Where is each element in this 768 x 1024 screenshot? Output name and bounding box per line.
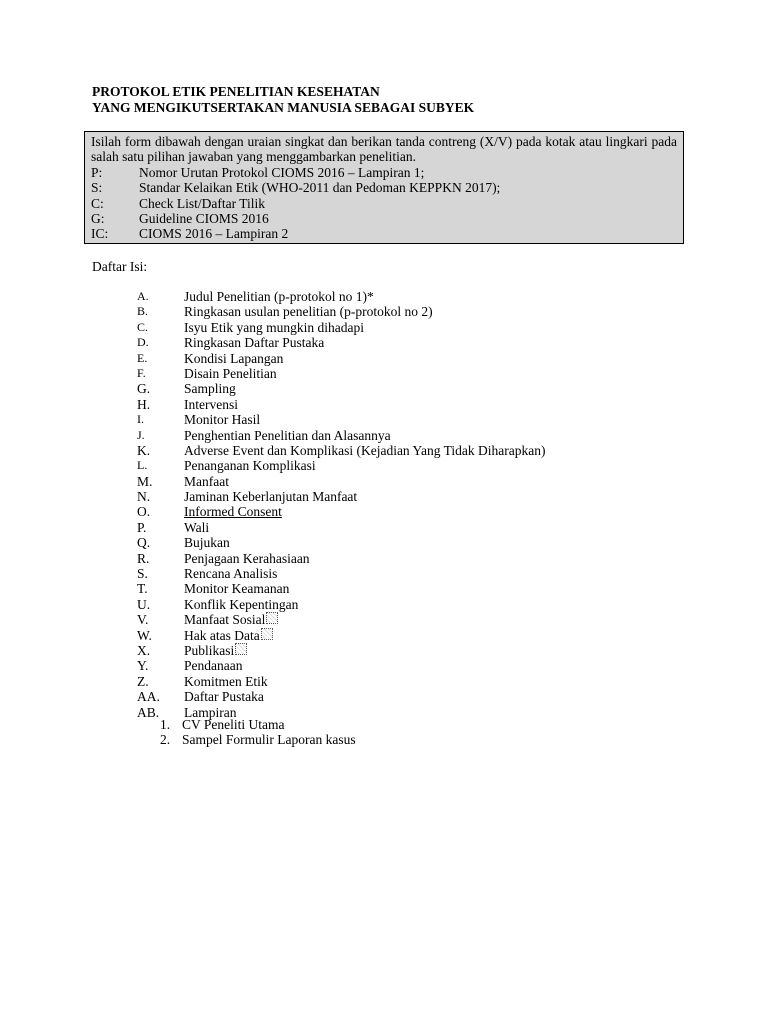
title-line-1: PROTOKOL ETIK PENELITIAN KESEHATAN [92,84,380,99]
toc-letter: S. [137,566,148,582]
toc-item [137,351,545,366]
toc-item [137,428,545,443]
toc-text: Rencana Analisis [184,566,278,582]
toc-text: Kondisi Lapangan [184,350,284,366]
legend-row [91,196,677,211]
legend-code: G: [91,211,105,227]
legend-code: S: [91,180,103,196]
toc-item [137,289,545,304]
toc-text: Sampling [184,381,236,397]
title-line-2: YANG MENGIKUTSERTAKAN MANUSIA SEBAGAI SUBYEK [92,100,475,115]
toc-item [137,474,545,489]
toc-item [137,628,545,643]
toc-letter: A. [137,289,149,303]
toc-letter: K. [137,442,151,458]
legend-row [91,226,677,241]
toc-letter: Q. [137,535,151,551]
legend-code: IC: [91,226,109,242]
toc-letter: AB. [137,704,160,720]
toc-text: Manfaat Sosial [184,612,266,628]
legend-row [91,165,677,180]
toc-item [137,520,545,535]
toc-text: Daftar Pustaka [184,689,264,705]
legend-text: Check List/Daftar Tilik [139,195,265,211]
toc-text: Komitmen Etik [184,673,268,689]
toc-letter: H. [137,396,151,412]
toc-letter: N. [137,489,151,505]
toc-letter: W. [137,627,152,643]
legend-code: C: [91,195,104,211]
toc-text: Hak atas Data [184,627,260,643]
toc-text: Pendanaan [184,658,243,674]
toc-text: Lampiran [184,704,237,720]
toc-letter: T. [137,581,148,597]
toc-item [137,674,545,689]
toc-text: Informed Consent [184,504,282,520]
toc-letter: P. [137,519,147,535]
toc-letter: V. [137,612,149,628]
toc-item [137,658,545,673]
toc-letter: G. [137,381,151,397]
toc-letter: AA. [137,689,160,705]
toc-text: Isyu Etik yang mungkin dihadapi [184,319,364,335]
toc-text: Intervensi [184,396,238,412]
toc-item [137,597,545,612]
toc-item [137,320,545,335]
legend-text: Nomor Urutan Protokol CIOMS 2016 – Lampiran 1; [139,164,425,180]
toc-letter: C. [137,319,149,334]
toc-item [137,304,545,319]
toc-text: Penanganan Komplikasi [184,458,316,474]
instruction-text: Isilah form dibawah dengan uraian singkat dan berikan tanda contreng (X/V) pada kotak atau lingkari pada salah satu pilihan jawaban yang menggambarkan penelitian. [91,134,677,165]
toc-letter: Y. [137,658,149,674]
toc-text: Monitor Keamanan [184,581,290,597]
toc-text: Publikasi [184,642,235,658]
toc-letter: B. [137,304,149,319]
placeholder-box-icon [235,643,247,655]
toc-text: Wali [184,519,210,535]
legend-code: P: [91,164,103,180]
toc-text: Bujukan [184,535,230,551]
table-of-contents [137,289,545,720]
lampiran-item [160,717,356,732]
toc-text: Disain Penelitian [184,365,277,381]
placeholder-box-icon [266,612,278,624]
toc-item [137,443,545,458]
toc-item [137,366,545,381]
legend-row [91,180,677,195]
instruction-box [84,131,684,244]
toc-text: Penjagaan Kerahasiaan [184,550,310,566]
lampiran-list [160,717,356,748]
toc-item [137,535,545,550]
document-title [92,84,474,116]
lampiran-number: 2. [160,732,171,748]
toc-letter: R. [137,550,150,566]
toc-letter: L. [137,458,148,473]
toc-letter: J. [137,427,145,442]
lampiran-text: Sampel Formulir Laporan kasus [182,732,356,748]
legend-text: Guideline CIOMS 2016 [139,211,269,227]
toc-item [137,581,545,596]
toc-item [137,412,545,427]
toc-letter: D. [137,335,149,350]
toc-item [137,551,545,566]
toc-letter: Z. [137,673,149,689]
toc-item [137,643,545,658]
lampiran-number: 1. [160,717,171,732]
toc-item [137,504,545,519]
toc-text: Ringkasan Daftar Pustaka [184,335,325,351]
toc-letter: O. [137,504,151,520]
legend-row [91,211,677,226]
toc-item [137,381,545,396]
toc-letter: E. [137,350,148,365]
toc-letter: M. [137,473,153,489]
toc-item [137,489,545,504]
toc-item [137,612,545,627]
toc-text: Jaminan Keberlanjutan Manfaat [184,489,358,505]
toc-item [137,397,545,412]
toc-item [137,689,545,704]
toc-item [137,566,545,581]
toc-item [137,458,545,473]
toc-letter: I. [137,412,144,427]
toc-letter: X. [137,642,151,658]
toc-text: Penghentian Penelitian dan Alasannya [184,427,391,443]
toc-text: Konflik Kepentingan [184,596,299,612]
toc-text: Adverse Event dan Komplikasi (Kejadian Yang Tidak Diharapkan) [184,442,546,458]
toc-letter: F. [137,365,146,380]
lampiran-text: CV Peneliti Utama [182,717,285,732]
toc-text: Ringkasan usulan penelitian (p-protokol no 2) [184,304,433,320]
toc-item [137,335,545,350]
toc-text: Manfaat [184,473,229,489]
toc-heading: Daftar Isi: [92,259,148,274]
toc-text: Judul Penelitian (p-protokol no 1)* [184,289,374,304]
toc-text: Monitor Hasil [184,412,261,428]
placeholder-box-icon [261,628,273,640]
legend-text: CIOMS 2016 – Lampiran 2 [139,226,289,242]
lampiran-item [160,732,356,747]
legend-text: Standar Kelaikan Etik (WHO-2011 dan Pedoman KEPPKN 2017); [139,180,501,196]
toc-letter: U. [137,596,151,612]
